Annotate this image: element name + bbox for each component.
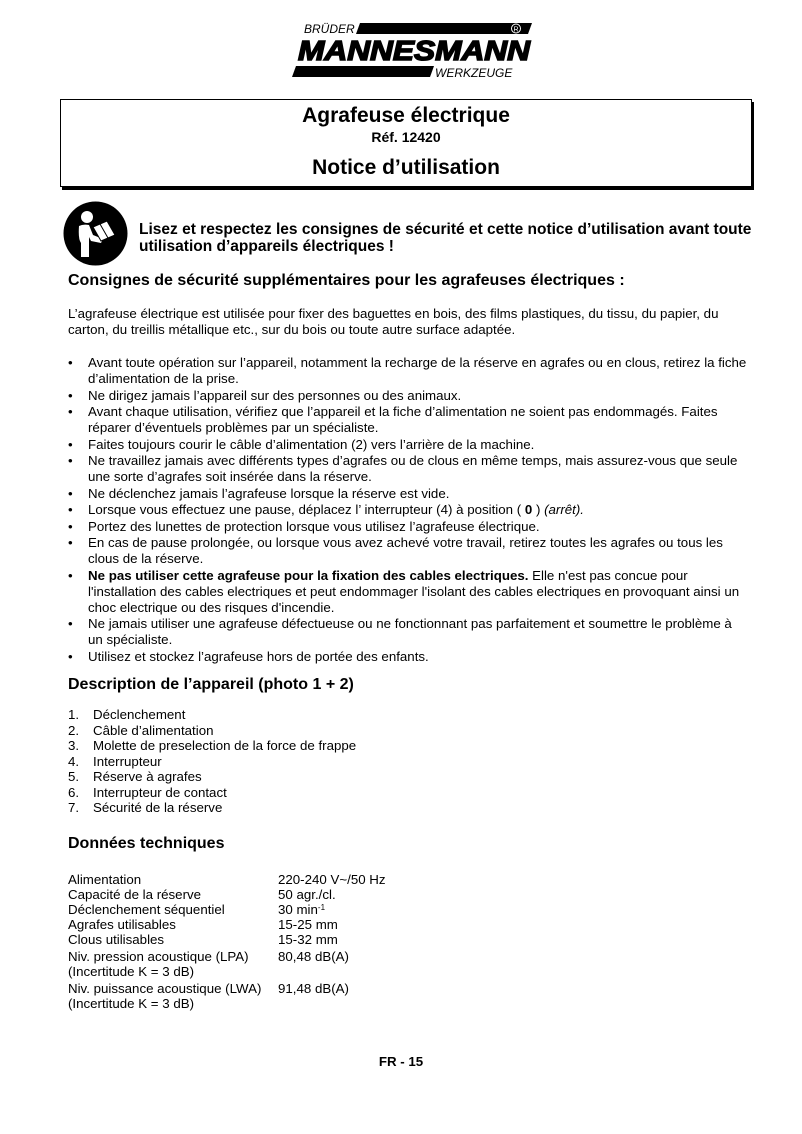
safety-intro: L’agrafeuse électrique est utilisée pour fixer des baguettes en bois, des films plastiques, du tissu, du papier, du carton, du treillis métallique etc., sur du bois ou toute autre surface adaptée.: [68, 306, 719, 337]
bullet-icon: •: [68, 535, 73, 550]
list-item: • Ne pas utiliser cette agrafeuse pour la fixation des cables electriques. Elle n'est pas concue pour l'installation des cables electriques et peut endommager l'isolant des cables electriques en provoquant ainsi un choc electrique ou des risques d'incendie.: [68, 567, 740, 615]
bullet-icon: •: [68, 485, 73, 501]
warning-text: Lisez et respectez les consignes de sécurité et cette notice d’utilisation avant toute utilisation d’appareils électriques !: [139, 221, 752, 255]
bullet-icon: •: [68, 502, 73, 517]
product-reference: Réf. 12420: [371, 129, 441, 145]
svg-text:R: R: [513, 26, 519, 34]
page-number: FR - 15: [378, 1054, 424, 1069]
bullet-icon: •: [68, 436, 73, 452]
list-item: • En cas de pause prolongée, ou lorsque vous avez achevé votre travail, retirez toutes les agrafes ou tous les clous de la réserve.: [68, 535, 723, 566]
bullet-icon: •: [68, 518, 73, 534]
list-item: 7. Sécurité de la réserve: [68, 800, 223, 815]
table-row: Agrafes utilisables 15-25 mm: [68, 917, 338, 932]
bullet-icon: •: [68, 387, 73, 403]
list-item: 5. Réserve à agrafes: [68, 769, 202, 784]
safety-heading: Consignes de sécurité supplémentaires pour les agrafeuses électriques :: [68, 272, 625, 289]
technical-heading: Données techniques: [68, 835, 225, 852]
list-item: • Utilisez et stockez l’agrafeuse hors de portée des enfants.: [68, 648, 429, 664]
list-item: 3. Molette de preselection de la force de frappe: [68, 738, 357, 753]
bullet-icon: •: [68, 453, 73, 468]
parts-list: [68, 707, 356, 816]
bullet-icon: •: [68, 355, 73, 370]
bullet-icon: •: [68, 567, 73, 583]
list-item: 6. Interrupteur de contact: [68, 784, 227, 800]
technical-table: [68, 872, 386, 1011]
logo-bottom-word: WERKZEUGE: [435, 66, 513, 80]
table-row: Alimentation 220-240 V~/50 Hz: [68, 872, 386, 887]
logo-brand: MANNESMANN: [298, 35, 531, 66]
mannesmann-logo-icon: [288, 20, 536, 82]
document-subtitle: Notice d’utilisation: [312, 156, 500, 179]
bullet-icon: •: [68, 648, 73, 664]
description-heading: Description de l’appareil (photo 1 + 2): [68, 676, 354, 693]
table-row: Capacité de la réserve 50 agr./cl.: [68, 887, 336, 902]
list-item: • Ne jamais utiliser une agrafeuse défectueuse ou ne fonctionnant pas parfaitement et soumettre le problème à un spécialiste.: [68, 616, 732, 647]
list-item: • Avant chaque utilisation, vérifiez que l’appareil et la fiche d’alimentation ne soient pas endommagés. Faites réparer d’éventuels problèmes par un spécialiste.: [68, 404, 718, 435]
table-row: Niv. pression acoustique (LPA) (Incertitude K = 3 dB) 80,48 dB(A): [68, 949, 349, 979]
list-item: • Ne déclenchez jamais l’agrafeuse lorsque la réserve est vide.: [68, 485, 450, 501]
bullet-icon: •: [68, 404, 73, 419]
logo-top-word: BRÜDER: [304, 22, 355, 36]
table-row: Clous utilisables 15-32 mm: [68, 932, 338, 947]
read-manual-icon: [63, 201, 128, 266]
list-item: 1. Déclenchement: [68, 707, 186, 722]
safety-list: [68, 355, 748, 665]
bullet-icon: •: [68, 616, 73, 631]
table-row: Niv. puissance acoustique (LWA) (Incertitude K = 3 dB) 91,48 dB(A): [68, 981, 349, 1011]
list-item: 4. Interrupteur: [68, 753, 162, 769]
list-item: • Faites toujours courir le câble d’alimentation (2) vers l’arrière de la machine.: [68, 436, 535, 452]
title-box: [60, 99, 752, 187]
list-item: • Portez des lunettes de protection lorsque vous utilisez l’agrafeuse électrique.: [68, 518, 540, 534]
list-item: • Ne dirigez jamais l’appareil sur des personnes ou des animaux.: [68, 387, 462, 403]
brand-logo: [288, 20, 536, 82]
list-item: • Ne travaillez jamais avec différents types d’agrafes ou de clous en même temps, mais assurez-vous que seule une sorte d’agrafes soit insérée dans la réserve.: [68, 453, 738, 484]
list-item: 2. Câble d’alimentation: [68, 722, 214, 738]
document-title: Agrafeuse électrique: [302, 104, 510, 127]
list-item: • Lorsque vous effectuez une pause, déplacez l’ interrupteur (4) à position ( 0 ) (arrêt).: [68, 502, 584, 517]
list-item: • Avant toute opération sur l’appareil, notamment la recharge de la réserve en agrafes ou en clous, retirez la fiche d’alimentation de la prise.: [68, 355, 747, 386]
table-row: Déclenchement séquentiel 30 $\min^{-1}$: [68, 902, 326, 917]
